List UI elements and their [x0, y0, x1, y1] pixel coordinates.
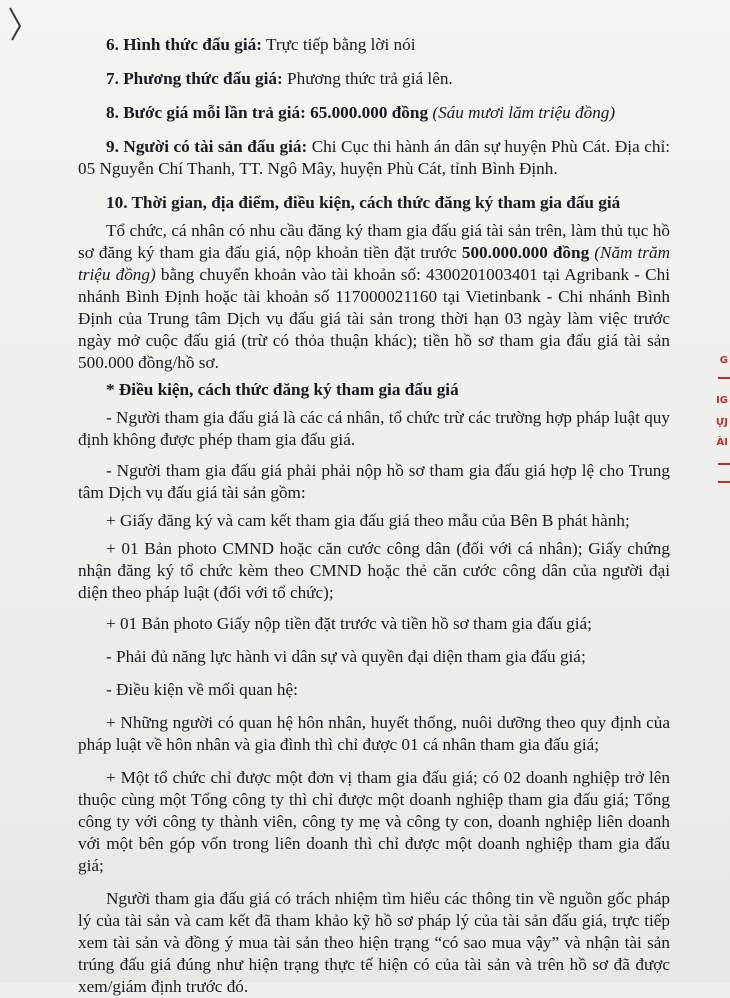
edge-fragment: IG: [716, 395, 728, 406]
condition-line: - Điều kiện về mối quan hệ:: [106, 680, 298, 699]
corner-mark: [6, 6, 24, 42]
condition-line: + Một tổ chức chỉ được một đơn vị tham gia đấu giá; có 02 doanh nghiệp trở lên thuộc cùng một Tổng công ty thì chỉ được một doanh nghiệp tham gia đấu giá; Tổng công ty với công ty thành viên, công ty mẹ và công ty con, doanh nghiệp liên doanh với một bên góp vốn trong liên doanh thì chỉ được một doanh nghiệp tham gia đấu giá;: [78, 768, 670, 875]
item-6: 6. Hình thức đấu giá: Trực tiếp bằng lời nói: [106, 35, 416, 54]
item-8: 8. Bước giá mỗi lần trả giá: 65.000.000 đồng (Sáu mươi lăm triệu đồng): [106, 103, 616, 122]
item-9: 9. Người có tài sản đấu giá: Chi Cục thi hành án dân sự huyện Phù Cát. Địa chỉ: 05 Nguyễn Chí Thanh, TT. Ngô Mây, huyện Phù Cát, tỉnh Bình Định.: [78, 137, 670, 178]
edge-fragment: G: [719, 355, 728, 366]
stamp-line: [718, 463, 730, 465]
document-body: [78, 34, 670, 998]
condition-line: + Những người có quan hệ hôn nhân, huyết thống, nuôi dưỡng theo quy định của pháp luật về hôn nhân và gia đình thì chỉ được 01 cá nhân tham gia đấu giá;: [78, 713, 670, 754]
edge-fragment: ỰJ: [715, 417, 728, 428]
condition-line: + 01 Bản photo Giấy nộp tiền đặt trước và tiền hồ sơ tham gia đấu giá;: [106, 614, 592, 633]
condition-line: - Người tham gia đấu giá phải phải nộp hồ sơ tham gia đấu giá hợp lệ cho Trung tâm Dịch vụ đấu giá tài sản gồm:: [78, 461, 670, 502]
registration-paragraph: Tổ chức, cá nhân có nhu cầu đăng ký tham gia đấu giá tài sản trên, làm thủ tục hồ sơ đăng ký tham gia đấu giá, nộp khoản tiền đặt trước 500.000.000 đồng (Năm trăm triệu đồng) bằng chuyển khoản vào tài khoản số: 4300201003401 tại Agribank - Chi nhánh Bình Định hoặc tài khoản số 117000021160 tại Vietinbank - Chi nhánh Bình Định của Trung tâm Dịch vụ đấu giá tài sản trong thời hạn 03 ngày làm việc trước ngày mở cuộc đấu giá (trừ có thỏa thuận khác); tiền hồ sơ tham gia đấu giá tài sản 500.000 đồng/hồ sơ.: [78, 221, 671, 372]
condition-line: - Người tham gia đấu giá là các cá nhân, tổ chức trừ các trường hợp pháp luật quy định không được phép tham gia đấu giá.: [78, 408, 670, 449]
edge-fragment: ÀI: [716, 437, 728, 448]
stamp-line: [718, 377, 730, 379]
condition-line: - Phải đủ năng lực hành vi dân sự và quyền đại diện tham gia đấu giá;: [106, 647, 586, 666]
closing-paragraph: Người tham gia đấu giá có trách nhiệm tìm hiểu các thông tin về nguồn gốc pháp lý của tài sản và cam kết đã tham khảo kỹ hồ sơ pháp lý của tài sản đấu giá, trực tiếp xem tài sản và đồng ý mua tài sản theo hiện trạng “có sao mua vậy” và nhận tài sản trúng đấu giá đúng như hiện trạng thực tế hiện có của tài sản và trên hồ sơ đã được xem/giám định trước đó.: [78, 889, 670, 996]
conditions-heading: * Điều kiện, cách thức đăng ký tham gia đấu giá: [106, 380, 459, 399]
stamp-edge-fragments: [716, 355, 730, 495]
item-7: 7. Phương thức đấu giá: Phương thức trả giá lên.: [106, 69, 453, 88]
item-10-heading: 10. Thời gian, địa điểm, điều kiện, cách thức đăng ký tham gia đấu giá: [106, 193, 621, 212]
stamp-line: [718, 481, 730, 483]
condition-line: + 01 Bản photo CMND hoặc căn cước công dân (đối với cá nhân); Giấy chứng nhận đăng ký tổ chức kèm theo CMND hoặc thẻ căn cước công dân của người đại diện theo pháp luật (đối với tổ chức);: [78, 539, 670, 602]
condition-line: + Giấy đăng ký và cam kết tham gia đấu giá theo mẫu của Bên B phát hành;: [106, 511, 630, 530]
